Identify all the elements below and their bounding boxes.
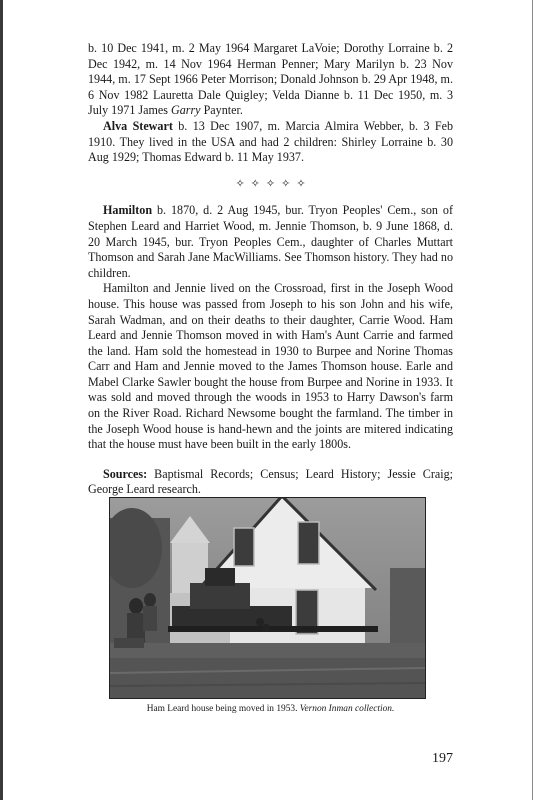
page-number: 197 [432,751,453,766]
sources-paragraph: Sources: Baptismal Records; Census; Leard History; Jessie Craig; George Leard research. [88,466,453,497]
page-text [88,0,453,498]
hamilton-paragraph: Hamilton b. 1870, d. 2 Aug 1945, bur. Tryon Peoples' Cem., son of Stephen Leard and Harriet Wood, m. Jennie Thomson, b. 9 June 1868, d. 20 March 1945, bur. Tryon Peoples Cem., daughter of Charles Muttart Thomson and Sarah Jane MacWilliams. See Thomson history. They had no children. [88,203,453,280]
photo-caption: Ham Leard house being moved in 1953. Vernon Inman collection. [146,704,395,714]
continuation-paragraph: b. 10 Dec 1941, m. 2 May 1964 Margaret LaVoie; Dorothy Lorraine b. 2 Dec 1942, m. 14 Nov 1964 Herman Penner; Mary Marilyn b. 23 Nov 1944, m. 17 Sept 1966 Peter Morrison; Donald Johnson b. 29 Apr 1948, m. 6 Nov 1982 Lauretta Dale Quigley; Velda Dianne b. 11 Dec 1950, m. 3 July 1971 James Garry Paynter. [88,41,453,118]
section-separator: ✧✧✧✧✧ [235,176,312,190]
garry-nickname: Garry [170,103,201,118]
alva-name: Alva Stewart [103,118,173,133]
hamilton-name: Hamilton [103,203,153,218]
house-moving-photo [109,497,426,699]
sources-label: Sources: [103,466,148,481]
alva-paragraph: Alva Stewart b. 13 Dec 1907, m. Marcia Almira Webber, b. 3 Feb 1910. They lived in the USA and had 2 children: Shirley Lorraine b. 30 Aug 1929; Thomas Edward b. 11 May 1937. [88,118,454,165]
photo-credit: Vernon Inman collection. [299,704,395,714]
crossroad-paragraph: Hamilton and Jennie lived on the Crossroad, first in the Joseph Wood house. This house was passed from Joseph to his son John and his wife, Sarah Wadman, and on their deaths to their daughter, Carrie Wood. Ham Leard and Jennie Thomson moved in with Ham's Aunt Carrie and farmed the land. Ham sold the homestead in 1930 to Burpee and Norine Thomas Carr and Ham and Jennie moved to the James Thomson house. Earle and Mabel Clarke Sawler bought the house from Burpee and Norine in 1933. It was sold and moved through the woods in 1953 to Harry Dawson's farm on the River Road. Richard Newsome bought the farmland. The timber in the Joseph Wood house is hand-hewn and the joints are mitered indicating that the house must have been built in the early 1800s. [88,281,453,452]
